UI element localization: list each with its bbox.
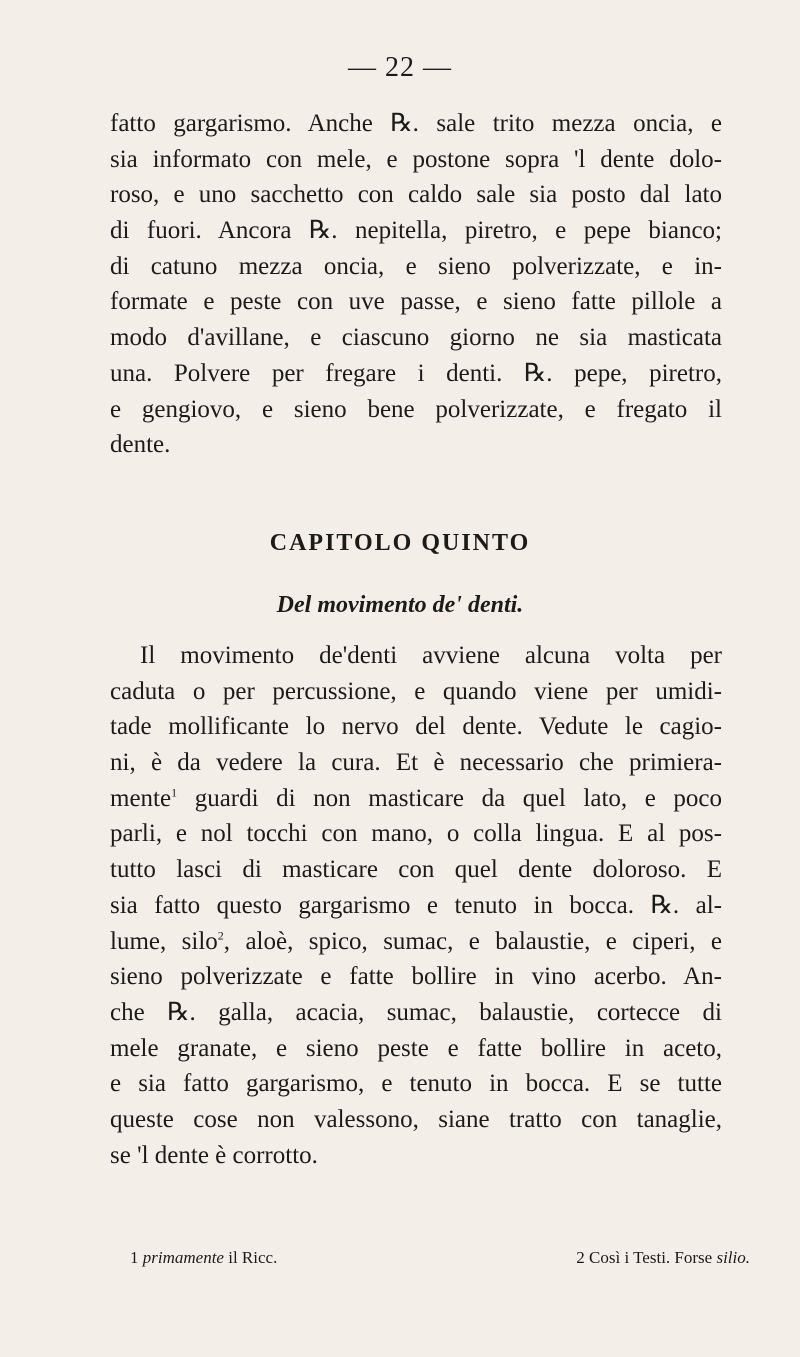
text-line: che ℞. galla, acacia, sumac, balaustie, cortecce di [110,998,722,1026]
footnote-number: 2 [576,1248,585,1267]
text-line: caduta o per percussione, e quando viene per umidi- [110,677,722,705]
footnote-italic: primamente [142,1248,224,1267]
text-line: tade mollificante lo nervo del dente. Vedute le cagio- [110,713,722,741]
text-line: tutto lasci di masticare con quel dente doloroso. E [110,856,722,884]
text-line: fatto gargarismo. Anche ℞. sale trito mezza oncia, e [110,110,722,137]
text-line: e sia fatto gargarismo, e tenuto in bocca. E se tutte [110,1070,722,1098]
text-line: di catuno mezza oncia, e sieno polverizzate, e in- [110,252,722,280]
footnote-text: il Ricc. [228,1248,278,1267]
page-number: — 22 — [348,52,452,83]
chapter-subtitle: Del movimento de' denti. [276,592,524,618]
text-fragment: guardi di non masticare da quel lato, e poco [194,784,722,812]
text-line: sia informato con mele, e postone sopra 'l dente dolo- [110,145,722,173]
text-line-with-footnote [110,781,722,817]
text-line-with-footnote [110,924,722,960]
text-line: una. Polvere per fregare i denti. ℞. pepe, piretro, [110,359,722,387]
text-fragment: mente [110,784,172,812]
text-line: dente. [110,431,171,459]
text-line: sia fatto questo gargarismo e tenuto in bocca. ℞. al- [110,891,722,919]
chapter-heading: CAPITOLO QUINTO [269,530,531,556]
text-line: di fuori. Ancora ℞. nepitella, piretro, e pepe bianco; [110,217,722,245]
text-line: e gengiovo, e sieno bene polverizzate, e fregato il [110,395,722,423]
footnote-number: 1 [130,1248,139,1267]
text-line: modo d'avillane, e ciascuno giorno ne sia masticata [110,324,722,352]
text-line: roso, e uno sacchetto con caldo sale sia posto dal lato [110,181,722,209]
footnote-mark-1: 1 [171,785,178,800]
text-line: queste cose non valessono, siane tratto con tanaglie, [110,1105,722,1133]
body-paragraph [110,638,722,1173]
text-line: ni, è da vedere la cura. Et è necessario che primiera- [110,749,722,777]
text-fragment: lume, silo [110,927,218,955]
footnotes [130,1248,750,1268]
footnote-italic: silio. [716,1248,750,1267]
footnote-text: Così i Testi. Forse [589,1248,713,1267]
text-fragment: , aloè, spico, sumac, e balaustie, e ciperi, e [223,927,722,955]
text-line: sieno polverizzate e fatte bollire in vino acerbo. An- [110,963,722,991]
text-line: formate e peste con uve passe, e sieno fatte pillole a [110,288,722,316]
footnote-mark-2: 2 [217,928,224,943]
text-line: se 'l dente è corrotto. [110,1141,318,1169]
top-paragraph [110,106,722,463]
footnote-2 [576,1248,750,1268]
text-line: mele granate, e sieno peste e fatte bollire in aceto, [110,1034,722,1062]
text-line: parli, e nol tocchi con mano, o colla lingua. E al pos- [110,820,722,848]
footnote-1 [130,1248,277,1268]
text-line: Il movimento de'denti avviene alcuna volta per [140,642,722,669]
